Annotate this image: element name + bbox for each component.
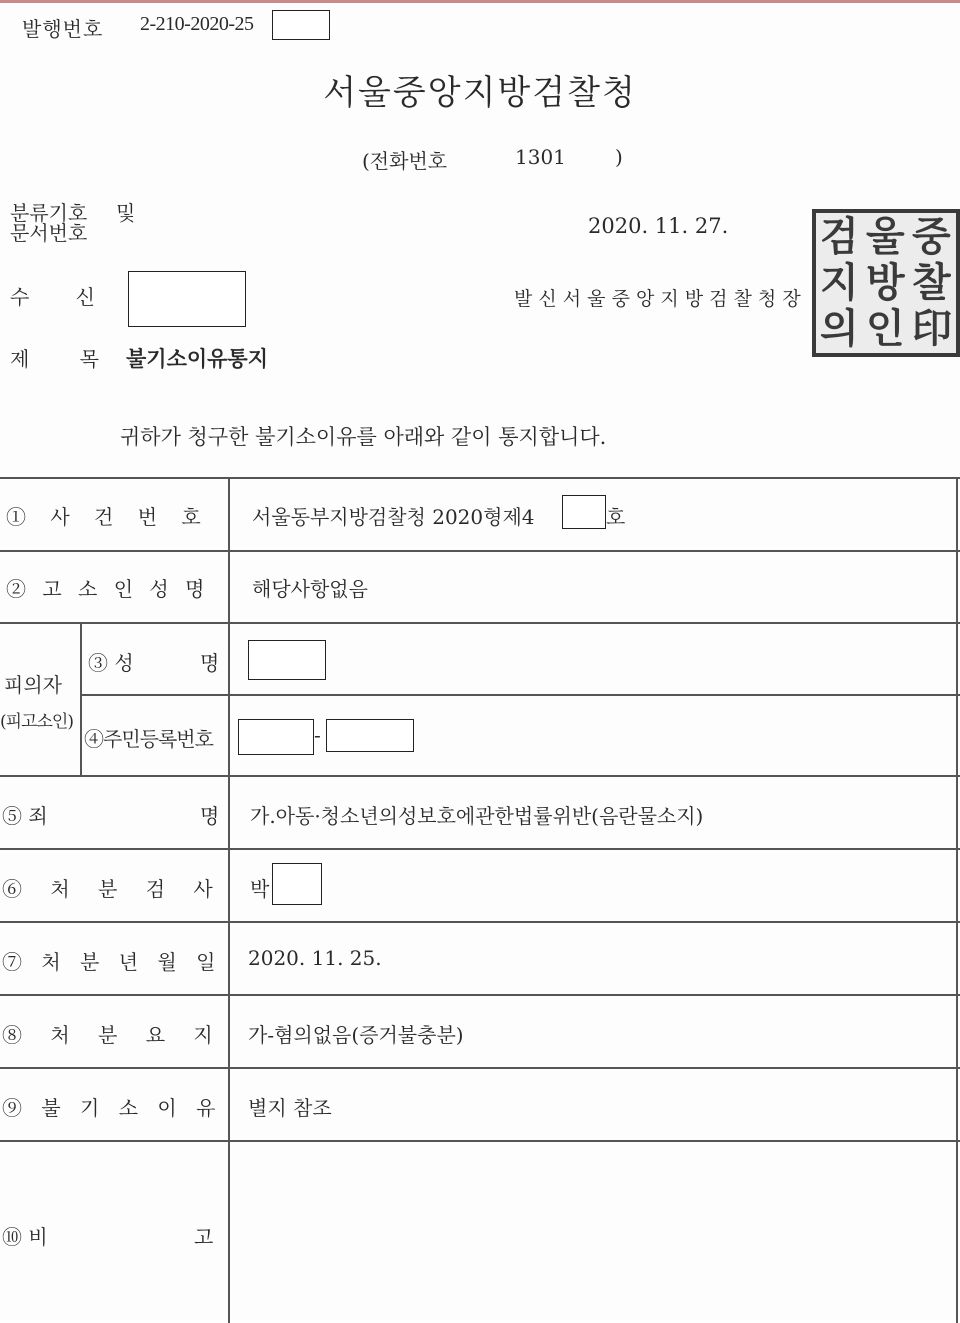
complainant-value: 해당사항없음 — [252, 577, 368, 601]
complainant-label: ② 고 소 인 성 명 — [6, 577, 205, 601]
non-prosecution-reason-value: 별지 참조 — [248, 1096, 332, 1120]
row-divider — [0, 550, 960, 552]
seal-glyph: 찰 — [912, 259, 951, 306]
table-border — [0, 477, 960, 479]
rrn-redaction-back — [326, 719, 414, 752]
phone-number: 1301 — [515, 145, 566, 169]
suspect-label: 피의자 — [4, 673, 62, 697]
phone-label: (전화번호 — [362, 149, 448, 173]
classification-and: 및 — [116, 201, 136, 225]
name-label: ③ 성 — [88, 651, 134, 675]
agency-title: 서울중앙지방검찰청 — [323, 73, 637, 113]
row-divider — [80, 694, 960, 696]
crime-label-end: 명 — [200, 804, 220, 828]
row-divider — [0, 1140, 960, 1142]
issue-number-label: 발행번호 — [22, 17, 104, 41]
rrn-label: ④주민등록번호 — [84, 727, 213, 751]
table-border — [956, 477, 958, 1323]
crime-value: 가.아동·청소년의성보호에관한법률위반(음란물소지) — [250, 804, 704, 828]
disposition-summary-value: 가-혐의없음(증거불충분) — [248, 1023, 464, 1047]
subject: 불기소이유통지 — [126, 346, 269, 371]
redaction-box — [272, 10, 330, 40]
seal-glyph: 울 — [866, 213, 905, 260]
disposition-summary-label: ⑧ 처 분 요 지 — [2, 1023, 213, 1047]
remarks-label: ⑩ 비 — [2, 1225, 48, 1249]
issue-number: 2-210-2020-25 — [140, 13, 254, 35]
subject-label: 제 목 — [10, 347, 99, 371]
row-divider — [0, 622, 960, 624]
disposition-date-label: ⑦ 처 분 년 월 일 — [2, 950, 216, 974]
row-divider — [0, 848, 960, 850]
column-divider — [80, 622, 82, 776]
crime-label: ⑤ 죄 — [2, 804, 48, 828]
suspect-sublabel: (피고소인) — [0, 712, 73, 732]
remarks-label-end: 고 — [194, 1225, 214, 1249]
document-number-label: 문서번호 — [10, 221, 88, 245]
row-divider — [0, 1067, 960, 1069]
non-prosecution-reason-label: ⑨ 불 기 소 이 유 — [2, 1096, 216, 1120]
phone-close: ) — [615, 145, 623, 169]
document-date: 2020. 11. 27. — [588, 214, 729, 238]
prosecutor-value: 박 — [250, 877, 270, 901]
row-divider — [0, 775, 960, 777]
seal-glyph: 중 — [912, 213, 951, 260]
intro-text: 귀하가 청구한 불기소이유를 아래와 같이 통지합니다. — [120, 425, 607, 449]
case-number-suffix: 호 — [606, 505, 626, 529]
column-divider — [228, 477, 230, 1323]
name-label-end: 명 — [200, 651, 220, 675]
classification-label: 분류기호 — [10, 201, 88, 225]
case-number-value: 서울동부지방검찰청 2020형제4 — [252, 505, 535, 529]
prosecutor-redaction — [272, 863, 322, 905]
disposition-date-value: 2020. 11. 25. — [248, 946, 382, 970]
seal-glyph: 지 — [820, 259, 859, 306]
seal-glyph: 검 — [820, 213, 859, 260]
seal-glyph: 방 — [866, 259, 905, 306]
seal-glyph: 의 — [820, 305, 859, 352]
rrn-redaction-front — [238, 719, 314, 755]
suspect-name-redaction — [248, 640, 326, 680]
sender: 발 신 서 울 중 앙 지 방 검 찰 청 장 — [514, 288, 801, 310]
prosecutor-label: ⑥ 처 분 검 사 — [2, 877, 213, 901]
recipient-redaction — [128, 271, 246, 327]
case-number-redaction — [562, 495, 606, 529]
seal-glyph: 인 — [866, 305, 905, 352]
row-divider — [0, 921, 960, 923]
recipient-label: 수 신 — [10, 285, 95, 309]
row-divider — [0, 994, 960, 996]
case-number-label: ① 사 건 번 호 — [6, 505, 201, 529]
rrn-dash: - — [314, 723, 321, 747]
official-seal — [812, 209, 960, 357]
seal-glyph: 印 — [912, 305, 952, 352]
